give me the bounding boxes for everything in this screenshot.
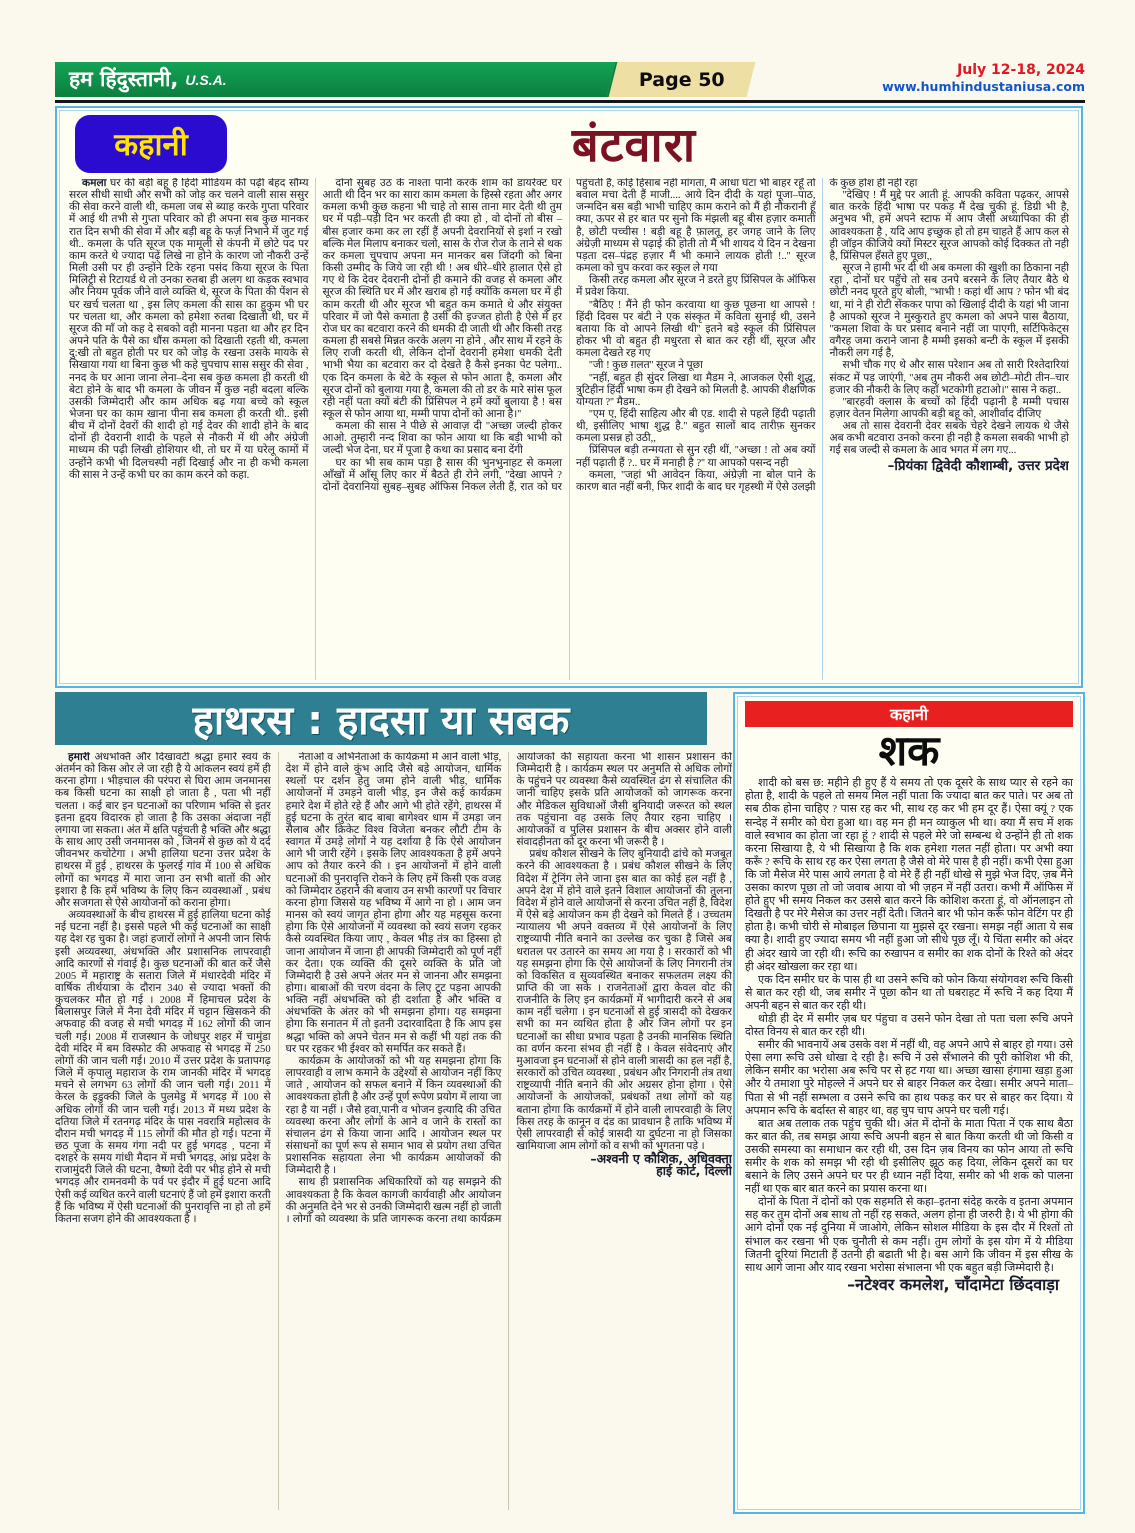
paragraph: प्रबंध कौशल सीखने के लिए बुनियादी ढांचे को मजबूत करने की आवश्यकता है । प्रबंध कौशल सीखने के लिए विदेश में ट्रेनिंग लेने जाना इस बात का कोई हल नहीं है , अपने देश में होने वाले इतने विशाल आयोजनों की तुलना विदेश में होने वाले आयोजनों से करना उचित नहीं है, विदेश में ऐसे बड़े आयोजन कम ही देखने को मिलते हैं । उच्चतम न्यायालय भी अपने वक्तव्य में ऐसे आयोजनों के लिए राष्ट्रव्यापी नीति बनाने का उल्लेख कर चुका है जिसे अब धरातल पर उतारने का समय आ गया है । सरकारों को भी यह समझना होगा कि ऐसे आयोजनों के लिए निगरानी तंत्र को विकसित व सुव्यवस्थित बनाकर सफलतम लक्ष्य की प्राप्ति की जा सके । राजनेताओं द्वारा केवल वोट की राजनीति के लिए इन कार्यक्रमों में भागीदारी करने से अब काम नहीं चलेगा । इन घटनाओं से हुई त्रासदी को देखकर सभी का मन व्यथित होता है और जिन लोगों पर इन घटनाओं का सीधा प्रभाव पड़ता है उनकी मानसिक स्थिति का वर्णन करना संभव ही नहीं है । केवल संवेदनाएं और मुआवजा इन घटनाओं से होने वाली त्रासदी का हल नहीं है, सरकारों को उचित व्यवस्था , प्रबंधन और निगरानी तंत्र तथा राष्ट्रव्यापी नीति बनाने की ओर अग्रसर होना होगा । ऐसे आयोजनों के आयोजकों, प्रबंधकों तथा लोगों को यह बताना होगा कि कार्यक्रमों में होने वाली लापरवाही के लिए किस तरह के कानून व दंड का प्रावधान है ताकि भविष्य में ऐसी लापरवाही से कोई त्रासदी या दुर्घटना ना हो जिसका खामियाजा आम लोगों को व सभी को भुगतना पड़े । [516, 849, 732, 1152]
lead-word: हमारी [68, 752, 90, 763]
story-shak-text [735, 775, 1083, 1463]
paragraph: समीर की भावनायें अब उसके वश में नहीं थी, वह अपने आपे से बाहर हो गया। उसे ऐसा लगा रूचि उसे धोखा दे रही है। रूचि नें उसे सँभालने की पूरी कोशिश भी की, लेकिन समीर का भरोसा अब रूचि पर से हट गया था। अच्छा खासा हंगामा खड़ा हुआ और ये तमाशा पुरे मोहल्ले नें अपने घर से बाहर निकल कर देखा। समीर अपने माता–पिता से भी नहीं सम्भला व उसने रूचि का हाथ पकड़ कर घर से बाहर कर दिया। ये अपमान रूचि के बर्दास्त से बाहर था, वह चुप चाप अपने घर चली गई। [745, 1039, 1073, 1117]
masthead-banner [55, 62, 695, 97]
paragraph: एक दिन समीर घर के पास ही था उसने रूचि को फोन किया संयोगवश रूचि किसी से बात कर रही थी, जब समीर नें पूछा कौन था तो घबराहट में रूचि नें कह दिया मैं अपनी बहन से बात कर रही थी। [745, 973, 1073, 1012]
kahani-badge-red [745, 701, 1073, 727]
paragraph: ''देखिए ! मैं मुद्दे पर आती हूं. आपकी कविता पढ़कर, आपसे बात करके हिंदी भाषा पर पकड़ मैं देख चुकी हूं. डिग्री भी है, अनुभव भी, हमें अपने स्टाफ में आप जैसी अध्यापिका की ही आवश्यकता है , यदि आप इच्छुक हो तो हम चाहते हैं आप कल से ही जॉइन कीजिये क्यों मिस्टर सूरज आपको कोई दिक्कत तो नही है, प्रिंसिपल हँसते हुए पूछा,, [829, 190, 1069, 262]
newspaper-title: हम हिंदुस्तानी, [69, 67, 179, 91]
website-url: www.humhindustaniusa.com [882, 78, 1085, 94]
paragraph: हमारी अंधभक्ति और दिखावटी श्रद्धा हमारे स्वयं के अंतर्मन को किस ओर ले जा रही है ये आंकलन स्वयं हमें ही करना होगा । भीड़चाल की परंपरा से घिरा आम जनमानस कब किसी घटना का साक्षी हो जाता है , पता भी नहीं चलता । कई बार इन घटनाओं का परिणाम भक्ति से इतर इतना हृदय विदारक हो जाता है कि उसका अंदाजा नहीं लगाया जा सकता। अंत में क्षति पहुंचती है भक्ति और श्रद्धा के साथ आए उसी जनमानस को , जिनमें से कुछ को ये दर्द जीवनभर कचोटेगा । अभी हालिया घटना उत्तर प्रदेश के हाथरस में हुई , हाथरस के फुलरई गांव में 100 से अधिक लोगों का भगदड़ में मारा जाना उन सभी बातों की ओर इशारा है कि हमें भविष्य के लिए किन व्यवस्थाओं , प्रबंध और सजगता से ऐसे आयोजनों को कराना होगा। [55, 752, 271, 909]
page-number-label: Page 50 [639, 68, 725, 91]
paragraph: ''जी ! कुछ ग़लत'' सूरज ने पूछा [589, 360, 703, 372]
paragraph: शादी को बस छ: महीने ही हुए हैं ये समय तो एक दूसरे के साथ प्यार से रहने का होता है, शादी के पहले तो समय मिल नहीं पाता कि ज्यादा बात कर पाते। पर अब तो सब ठीक होना चाहिए ? पास रह कर भी, साथ रह कर भी हम दूर हैं। ऐसा क्यूं ? एक सन्देह नें समीर को घेरा हुआ था। वह मन ही मन व्याकुल भी था। क्या मैं सच में शक वाले स्वभाव का होता जा रहा हूं ? शादी से पहले मेरे जो सम्बन्ध थे उन्होंने ही तो शक करना सिखाया है, ये भी सिखाया है कि शक हमेशा गलत नहीं होता। पर अभी क्या करूँ ? रूचि के साथ रह कर ऐसा लगता है जैसे वो मेरे पास है ही नहीं। कभी ऐसा हुआ कि जो मैसेज मेरे पास आये लगता है वो मेरे हैं ही नहीं धोखे से मुझे भेज दिए, ज़ब मैंने उसका कारण पूछा तो जो जवाब आया वो भी ज़हन में नहीं उतरा। कभी मैं ऑफिस में होते हुए भी समय निकल कर उससे बात करने कि कोशिश करता हूं, वो ऑनलाइन तो दिखती है पर मेरे मैसेज का उत्तर नहीं देती। जितने बार भी फोन करूँ फोन वेटिंग पर ही होता है। कभी चोरी से मोबाइल छिपाना या मुझसे दूर रखना। समझ नहीं आता ये सब क्या है। शादी हुए ज्यादा समय भी नहीं हुआ जो सीधे पूछ लूँ। ये चिंता समीर को अंदर ही अंदर खाये जा रही थी। रूचि का रुखापन व समीर का शक दोनों के रिश्ते को अंदर ही अंदर खोखला कर रहा था। [745, 777, 1073, 973]
paragraph: साथ ही प्रशासनिक अधिकारियों को यह समझने की आवश्यकता है कि केवल कागजी कार्यवाही और आयोजन की अनुमति देने भर से उनकी जिम्मेदारी खत्म नहीं हो जाती । लोगों को व्यवस्था के प्रति जागरूक करना तथा कार्यक्रम आयोजकों की सहायता करना भी शासन प्रशासन की जिम्मेदारी है । कार्यक्रम स्थल पर अनुमति से अधिक लोगों के पहुंचने पर व्यवस्था कैसे व्यवस्थित ढंग से संचालित की जानी चाहिए इसके प्रति आयोजकों को जागरूक करना और मेडिकल सुविधाओं जैसी बुनियादी जरूरत को स्थल तक पहुंचाना वह उसके लिए तैयार रहना चाहिए । आयोजकों व पुलिस प्रशासन के बीच अक्सर होने वाली संवादहीनता को दूर करना भी जरूरी है । [285, 752, 732, 1225]
paragraph: बात अब तलाक तक पहुंच चुकी थी। अंत में दोनों के माता पिता नें एक साथ बैठा कर बात की, तब समझ आया रूचि अपनी बहन से बात किया करती थी जो किसी व उसकी समस्या का समाधान कर रही थी, उस दिन ज़ब विनय का फोन आया तो रूचि समीर के शक को समझ भी रही थी इसीलिए झूठ कह दिया, लेकिन दूसरों का घर बसाने के लिए उसने अपने घर पर ही ध्यान नहीं दिया, समीर को भी शक को पालना नहीं था एक बार बात करने का प्रयास करना था। [745, 1117, 1073, 1196]
kahani-badge-label: कहानी [890, 705, 928, 724]
paragraph: ''नहीं, बहुत ही सुंदर लिखा था मैडम ने, आजकल ऐसी शुद्ध, त्रुटिहीन हिंदी भाषा कम ही देखने को मिलती है. आपकी शैक्षणिक योग्यता ?'' मैडम.. [576, 372, 816, 408]
issue-date: July 12-18, 2024 [957, 62, 1085, 78]
paragraph: ''बारहवी क्लास के बच्चों को हिंदी पढ़ानी है मम्मी पचास हज़ार वेतन मिलेगा आपकी बड़ी बहू को, आशीर्वाद दीजिए [829, 396, 1069, 420]
paragraph: घर का भी सब काम पड़ा है सास की भुनभुनाहट से कमला आँखों में आँसू लिए कार में बैठते ही रोने लगी, ''देखा आपने ? दोनों देवरानियां सुबह–सुबह ऑफिस निकल लेती हैं, रात को घर पहुंचती हैं, कोई हिसाब नहीं मांगता, मैं आधा घंटा भी बाहर रहूँ तो बवाल मचा देती हैं माजी.... आये दिन दीदी के यहां पूजा–पाठ, जन्मदिन बस बड़ी भाभी चाहिए काम कराने को मैं ही नौकरानी हूँ क्या, ऊपर से हर बात पर सुनो कि मंझली बहू बीस हज़ार कमाती है, छोटी पच्चीस ! बड़ी बहू है फ़ालतू, हर जगह जाने के लिए अंग्रेज़ी माध्यम से पढ़ाई की होती तो मैं भी शायद ये दिन न देखना पड़ता दस–पंद्रह हज़ार मैं भी कमाने लायक होती !..'' सूरज कमला को चुप करवा कर स्कूल ले गया [322, 178, 816, 493]
paragraph: कमला की सास ने पीछे से आवाज़ दी ''अच्छा जल्दी होकर आओ. तुम्हारी नन्द शिवा का फोन आया था कि बड़ी भाभी को जल्दी भेज देना, घर में पूजा है कथा का प्रसाद बना देंगी [322, 421, 562, 457]
paragraph: प्रिंसिपल बड़ी तन्मयता से सुन रही थीं, ''अच्छा ! तो अब क्यों नहीं पढ़ाती हैं ?.. घर में मनाही है ?'' या आपको पसन्द नही [576, 445, 816, 469]
page-number-tab [607, 62, 756, 97]
paragraph: अव्यवस्थाओं के बीच हाथरस में हुई हालिया घटना कोई नई घटना नहीं है। इससे पहले भी कई घटनाओं का साक्षी यह देश रह चुका है। जहां हजारों लोगों ने अपनी जान सिर्फ इसी अव्यवस्था, अंधभक्ति और प्रशासनिक लापरवाही आदि कारणों से गंवाई है। कुछ घटनाओं की बात करें जैसे 2005 में महाराष्ट्र के सतारा जिले में मंधारदेवी मंदिर में वार्षिक तीर्थयात्रा के दौरान 340 से ज्यादा भक्तों की कुचलकर मौत हो गई । 2008 में हिमाचल प्रदेश के बिलासपुर जिले में नैना देवी मंदिर में चट्टान खिसकने की अफवाह की वजह से मची भगदड़ में 162 लोगों की जान चली गई। 2008 में राजस्थान के जोधपुर शहर में चामुंडा देवी मंदिर में बम विस्फोट की अफवाह से भगदड़ में 250 लोगों की जान चली गई। 2010 में उत्तर प्रदेश के प्रतापगढ़ जिले में कृपालु महाराज के राम जानकी मंदिर में भगदड़ मचने से लगभग 63 लोगों की जान चली गई। 2011 में केरल के इडुक्की जिले के पुलमेडु में भगदड़ में 100 से अधिक लोगों की जान चली गई। 2013 में मध्य प्रदेश के दतिया जिले में रतनगढ़ मंदिर के पास नवरात्रि महोत्सव के दौरान मची भगदड़ में 115 लोगों की मौत हो गई। पटना में छठ पूजा के समय गंगा नदी पर हुई भगदड़ , पटना में दशहरे के समय गांधी मैदान में मची भगदड़, आंध्र प्रदेश के राजामुंदरी जिले की घटना, वैष्णो देवी पर भीड़ होने से मची भगदड़ और रामनवमी के पर्व पर इंदौर में हुई घटना आदि ऐसी कई व्यथित करने वाली घटनाएं हैं जो हमें इशारा करती हैं कि भविष्य में ऐसी घटनाओं की पुनरावृत्ति ना हो तो हमें कितना सजग होने की आवश्यकता है । [55, 910, 271, 1225]
paragraph: नेताओं व अभिनेताओं के कार्यक्रमों में आने वाली भीड़, देश में होने वाले कुंभ आदि जैसे बड़े आयोजन, धार्मिक स्थलों पर दर्शन हेतु जमा होने वाली भीड़, धार्मिक आयोजनों में उमड़ने वाली भीड़, इन जैसे कई कार्यक्रम हमारे देश में होते रहे हैं और आगे भी होते रहेंगे, हाथरस में हुई घटना के तुरंत बाद बाबा बागेश्वर धाम में उमड़ा जन सैलाब और क्रिकेट विश्व विजेता बनकर लौटी टीम के स्वागत में उमड़े लोगों ने यह दर्शाया है कि ऐसे आयोजन आगे भी जारी रहेंगे । इसके लिए आवश्यकता है हमें अपने आप को तैयार करने की । इन आयोजनों में होने वाली घटनाओं की पुनरावृत्ति रोकने के लिए हमें किसी एक वजह को जिम्मेदार ठहराने की बजाय उन सभी कारणों पर विचार करना होगा जिससे यह भविष्य में आगे ना हो । आम जन मानस को स्वयं जागृत होना होगा और यह महसूस करना होगा कि ऐसे आयोजनों में व्यवस्था को स्वयं सजग रहकर कैसे व्यवस्थित किया जाए , केवल भीड़ तंत्र का हिस्सा हो जाना आयोजन में जाना ही आपकी जिम्मेदारी को पूर्ण नहीं कर देता। एक व्यक्ति की दूसरे व्यक्ति के प्रति जो जिम्मेदारी है उसे अपने अंतर मन से जानना और समझना होगा। बाबाओं की चरण वंदना के लिए टूट पड़ना आपकी भक्ति नहीं अंधभक्ति को ही दर्शाता है और भक्ति व अंधभक्ति के अंतर को भी समझना होगा। यह समझना होगा कि सनातन में तो इतनी उदारवादिता है कि आप इस श्रद्धा भक्ति को अपने चेतन मन से कहीं भी यहां तक की घर पर रहकर भी ईश्वर को समर्पित कर सकते हैं। [285, 752, 502, 1055]
story-hathras-author-line2: हाई कोर्ट, दिल्ली [656, 1163, 732, 1179]
paragraph: थोड़ी ही देर में समीर ज़ब घर पंहुचा व उसने फोन देखा तो पता चला रूचि अपने दोस्त विनय से बात कर रही थी। [745, 1012, 1073, 1039]
story-hathras-headline: हाथरस : हादसा या सबक [55, 692, 707, 745]
kahani-badge-label: कहानी [114, 127, 188, 163]
masthead-right [882, 62, 1085, 97]
paragraph: किसी तरह कमला और सूरज ने डरते हुए प्रिंसिपल के ऑफिस में प्रवेश किया. [576, 275, 816, 299]
story-shak-box [733, 692, 1085, 1514]
newspaper-country: U.S.A. [185, 71, 227, 88]
paragraph: अब तो सास देवरानी देवर सबके चेहरे देखने लायक थे जैसे अब कभी बटवारा उनको करना ही नही है कमला सबकी भाभी हो गई सब जल्दी से कमला के आव भगत में लग गए... [829, 421, 1069, 457]
header-divider [55, 100, 1085, 103]
story-bantwara-text [69, 178, 1069, 680]
paragraph: सूरज ने हामी भर दी थी अब कमला की खुशी का ठिकाना नही रहा , दोनों घर पहुँचे तो सब उनपे बरसने के लिए तैयार बैठे थे छोटी ननद घूरते हुए बोली, ''भाभी ! कहां थीं आप ? फोन भी बंद था, मां ने ही रोटी सेंककर पापा को खिलाई दीदी के यहां भी जाना है आपको सूरज ने मुस्कुराते हुए कमला को अपने पास बैठाया, ''कमला शिवा के घर प्रसाद बनाने नहीं जा पाएगी, सर्टिफिकेट्स वगैरह जमा कराने जाना है मम्मी इसको बन्टी के स्कूल में इसकी नौकरी लग गई है, [829, 263, 1069, 360]
paragraph: कार्यक्रम के आयोजकों को भी यह समझना होगा कि लापरवाही व लाभ कमाने के उद्देश्यों से आयोजन नहीं किए जाते , आयोजन को सफल बनाने में किन व्यवस्थाओं की आवश्यकता होती है और उन्हें पूर्ण रूपेण प्रयोग में लाया जा रहा है या नहीं । जैसे हवा,पानी व भोजन इत्यादि की उचित व्यवस्था करना और लोगों के आने व जाने के रास्तों का संचालन ढंग से किया जाना आदि । आयोजन स्थल पर संसाधनों का पूर्ण रूप से समान भाव से प्रयोग तथा उचित प्रशासनिक सहायता लेना भी कार्यक्रम आयोजकों की जिम्मेदारी है । [285, 1055, 502, 1177]
kahani-badge-blue [75, 115, 227, 173]
paragraph: ''एम ए, हिंदी साहित्य और बी एड. शादी से पहले हिंदी पढ़ाती थी, इसीलिए भाषा शुद्ध है.'' बहुत सालों बाद तारीफ़ सुनकर कमला प्रसन्न हो उठी,, [576, 408, 816, 445]
paragraph: ''बैठिए ! मैंने ही फोन करवाया था कुछ पूछना था आपसे ! हिंदी दिवस पर बंटी ने एक संस्कृत में कविता सुनाई थी, उसने बताया कि वो आपने लिखी थी'' इतने बड़े स्कूल की प्रिंसिपल होकर भी वो बहुत ही मधुरता से बात कर रही थीं, सूरज और कमला देखते रह गए [576, 299, 816, 360]
story-bantwara-title: बंटवारा [571, 118, 697, 173]
paragraph: दोनों के पिता नें दोनों को एक सहमति से कहा–इतना संदेह करके व इतना अपमान सह कर तुम दोनों अब साथ तो नहीं रह सकते, अलग होना ही जरुरी है। ये भी होगा की आगे दोनों एक नई दुनिया में जाओगे, लेकिन सोशल मीडिया के इस दौर में रिश्तों तो संभाल कर रखना भी एक चुनौती से कम नहीं। तुम लोगों के इस योग में ये मीडिया जितनी दूरियां मिटाती हैं उतनी ही बढाती भी है। बस आगे कि जीवन में इस सीख के साथ आगे जाना और याद रखना भरोसा संभालना भी एक बहुत बड़ी जिम्मेदारी है। [745, 1196, 1073, 1274]
masthead [55, 62, 1085, 97]
story-hathras-author-line1: –अश्वनी ए कौशिक, अधिवक्ता [590, 1151, 732, 1167]
story-shak-title: शक [878, 726, 940, 775]
story-shak-author: –नटेश्वर कमलेश, चाँदामेटा छिंदवाड़ा [847, 1274, 1059, 1294]
story-hathras-text [55, 752, 732, 1510]
paragraph: कमला घर की बड़ी बहू है हिंदी मीडियम की पढ़ी बेहद सौम्य सरल सीधी साधी और सभी को जोड़ कर चलने वाली सास ससुर की सेवा करने वाली थी, कमला जब से ब्याह करके गुप्ता परिवार में आई थी तभी से गुप्ता परिवार को ही अपना सब कुछ मानकर रात दिन सभी की सेवा में और बड़ी बहू के फर्ज़ निभाने में जुट गई थी.. कमला के पति सूरज एक मामूली से कंपनी में छोटे पद पर काम करते थे ज्यादा पढ़ें लिखे ना होने के कारण जो नौकरी उन्हें मिली उसी पर ही उन्होंने टिके रहना पसंद किया सूरज के पिता मिलिट्री से रिटायर्ड थे तो उनका रुतबा ही अलग था कड़क स्वभाव और नियम पूर्वक जीने वाले व्यक्ति थे, सूरज के पिता की पेंशन से घर खर्च चलता था , इस लिए कमला की सास का हुकुम भी घर पर चलता था, और कमला को हमेशा रुतबा दिखाती थी, घर में सूरज की माँ जो कह दे सबको वही मानना पड़ता था और हर दिन अपने पति के पैसे का धौंस कमला को दिखाती रहती थी, कमला दु:खी तो बहुत होती पर घर को जोड़ के रखना उसके मायके से सिखाया गया था बिना कुछ भी कहे चुपचाप सास ससुर की सेवा , ननद के घर आना जाना लेना–देना सब कुछ कमला ही करती थी बेटा होने के बाद भी कमला के जीवन में कुछ नही बदला बल्कि उसकी जिम्मेदारी और काम अधिक बढ़ गया बच्चे को स्कूल भेजना घर का काम खाना पीना सब कमला ही करती थी.. इसी बीच में दोनों देवरों की शादी हो गई देवर की शादी होने के बाद दोनों ही देवरानी शादी के पहले से नौकरी में थी और अंग्रेजी माध्यम की पढ़ी लिखी होशियार थी, तो घर में या घरेलू कामों में उन्होंने कभी भी दिलचस्पी नहीं दिखाई और ना ही कभी कमला की सास ने उन्हें कभी घर का काम करने को कहा. [69, 178, 309, 481]
story-bantwara-author: –प्रियंका द्विवेदी कौशाम्बी, उत्तर प्रदेश [887, 457, 1069, 474]
paragraph: सभी चौक गए थे और सास परेशान अब तो सारी रिश्तेदारियां संकट में पड़ जाएंगी, ''अब तुम नौकरी अब छोटी–मोटी तीन–चार हजार की नौकरी के लिए कहाँ भटकोगी हटाओ।'' सास ने कहा.. [829, 360, 1069, 396]
story-bantwara-box [55, 106, 1083, 688]
lead-word: कमला [82, 178, 107, 189]
paragraph: कमला, ''जहां भी आवेदन किया, अंग्रेज़ी ना बोल पाने के कारण बात नहीं बनी, फिर शादी के बाद घर गृहस्थी में ऐसे उलझी के कुछ होश ही नही रहा [576, 178, 918, 493]
paragraph: दोनों सुबह उठ के नाश्ता पानी करके शाम को डायरेक्ट घर आती थी दिन भर का सारा काम कमला के हिस्से रहता और अगर कमला कभी कुछ कहना भी चाहे तो सास ताना मार देती थी तुम घर में पड़ी–पड़ी दिन भर करती ही क्या हो , वो दोनों तो बीस – बीस हजार कमा कर ला रहीं हैं अपनी देवरानियों से इर्शा न रखो बल्कि मेल मिलाप बनाकर चलो, सास के रोज रोज के ताने से थक कर कमला चुपचाप अपना मन मानकर बस जिंदगी को बिना किसी उम्मीद के जिये जा रही थी ! अब धीरे–धीरे हालात ऐसे हो गए थे कि देवर देवरानी दोनों ही कमाने की वजह से कमला और सूरज की स्थिति घर में और खराब हो गई क्योंकि कमला घर में ही काम करती थी और सूरज भी बहुत कम कमाते थे और संयुक्त परिवार में जो पैसे कमाता है उसी की इज्जत होती है ऐसे में हर रोज घर का बटवारा करने की धमकी दी जाती थी और किसी तरह कमला ही सबसे मिन्नत करके अलग ना होने , और साथ में रहने के लिए राजी करती थी, लेकिन दोनों देवरानी हमेशा धमकी देती भाभी भैया का बटवारा कर दो देखते है कैसे इनका पेट पलेगा.. एक दिन कमला के बेटे के स्कूल से फोन आता है, कमला और सूरज दोनों को बुलाया गया है, कमला की तो डर के मारे सांस फूल रही नहीं पता क्यों बंटी की प्रिंसिपल ने हमें क्यों बुलाया है ! बस स्कूल से फोन आया था, मम्मी पापा दोनों को आना है।'' [322, 178, 562, 420]
